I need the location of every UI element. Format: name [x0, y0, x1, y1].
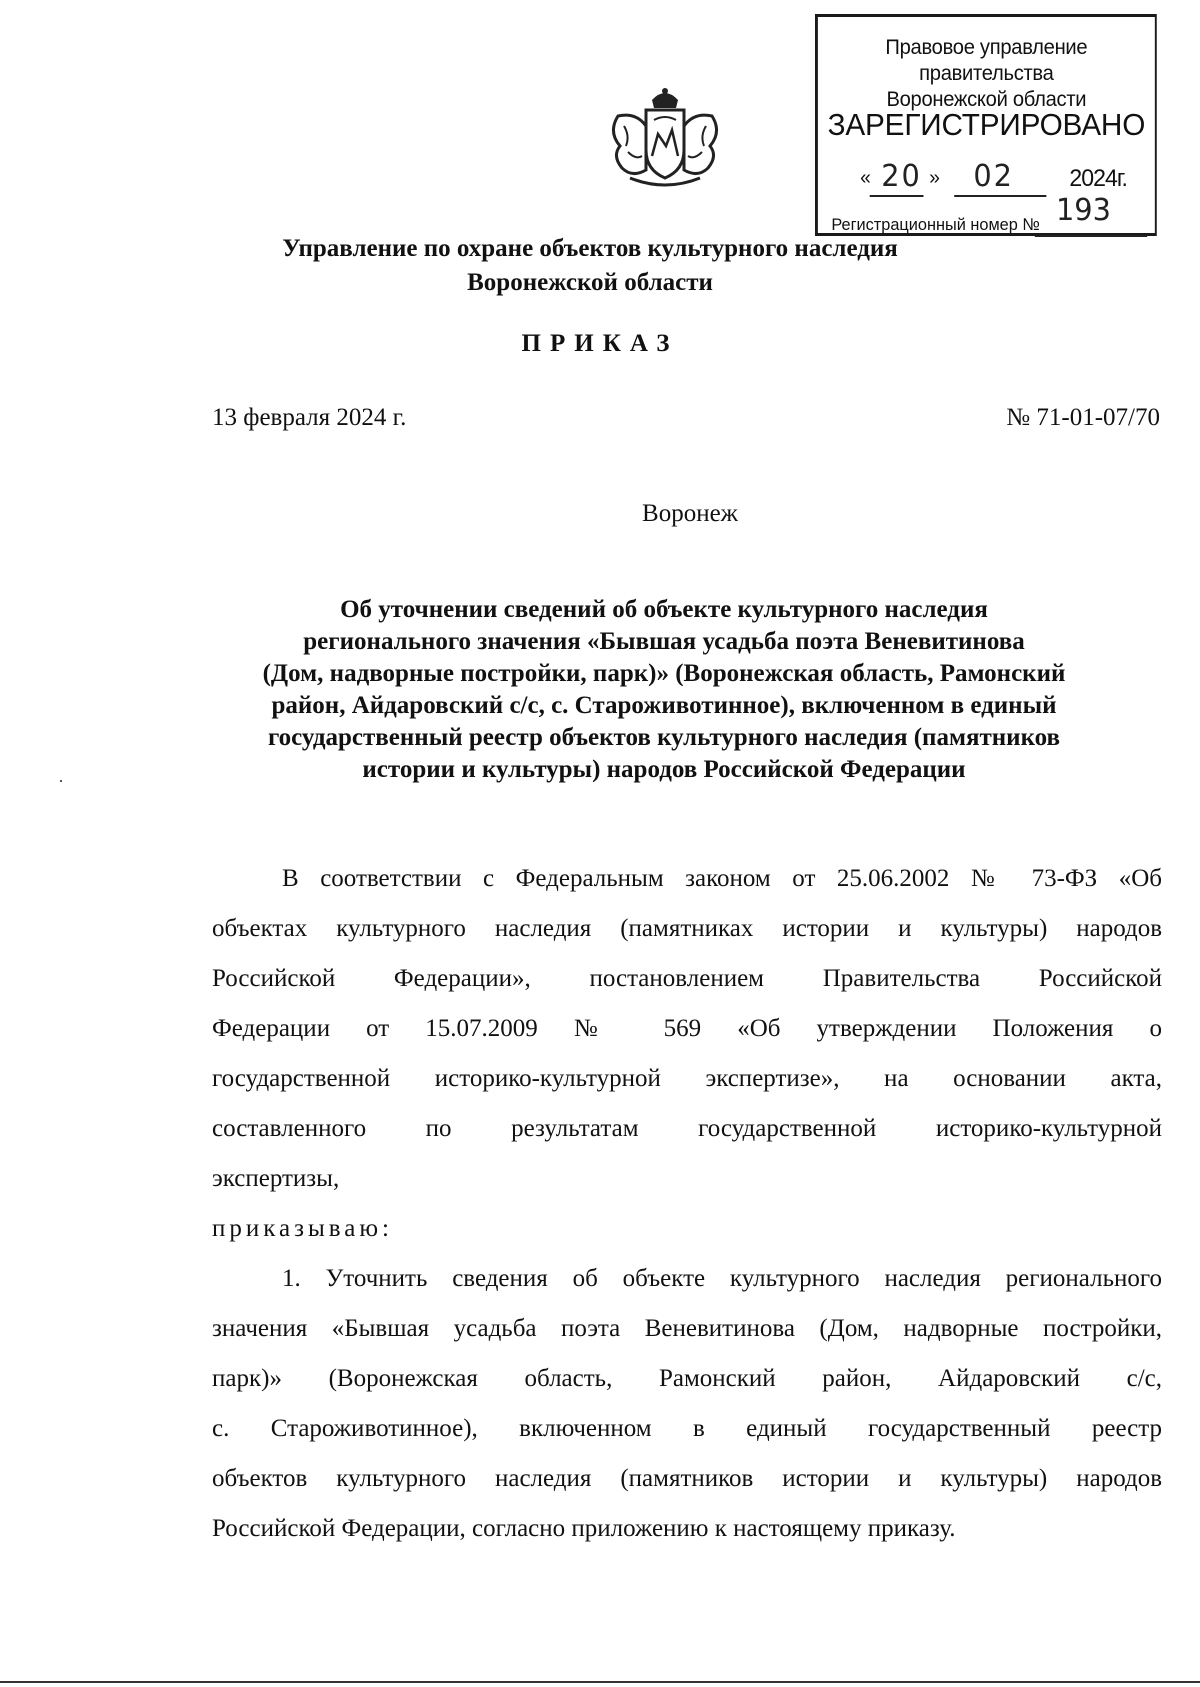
order-number: № 71-01-07/70: [1006, 404, 1160, 431]
item1-line: с. Староживотинное), включенном в единый государственный реестр: [212, 1415, 1162, 1442]
order-body: [212, 854, 1162, 1554]
item1-line: объектов культурного наследия (памятников истории и культуры) народов: [212, 1465, 1162, 1492]
stamp-month-underline: [954, 195, 1046, 197]
preamble-line: составленного по результатам государственной историко-культурной: [212, 1115, 1162, 1142]
order-subject: [214, 594, 1114, 786]
item1-line: Российской Федерации, согласно приложению к настоящему приказу.: [212, 1515, 956, 1542]
order-date: 13 февраля 2024 г.: [212, 404, 407, 431]
subject-line: истории и культуры) народов Российской Федерации: [362, 756, 966, 783]
item1-line: 1. Уточнить сведения об объекте культурного наследия регионального: [282, 1265, 1162, 1292]
scan-speck: [60, 780, 62, 782]
stamp-day-underline: [870, 195, 924, 197]
stamp-regnum-underline: [1035, 235, 1147, 237]
stamp-day: 20: [881, 159, 922, 194]
preamble-line: Федерации от 15.07.2009 № 569 «Об утверждении Положения о: [212, 1015, 1162, 1042]
stamp-org-line1: Правовое управление правительства: [885, 36, 1088, 85]
preamble-line: Российской Федерации», постановлением Правительства Российской: [212, 965, 1162, 992]
subject-line: Об уточнении сведений об объекте культурного наследия: [340, 596, 988, 623]
preamble-line: государственной историко-культурной экспертизе», на основании акта,: [212, 1065, 1162, 1092]
order-word: приказываю:: [212, 1215, 393, 1242]
registration-stamp: [815, 14, 1157, 236]
city: Воронеж: [642, 500, 738, 527]
preamble-line: В соответствии с Федеральным законом от 25.06.2002 № 73-ФЗ «Об: [282, 865, 1162, 892]
subject-line: район, Айдаровский с/с, с. Староживотинное), включенном в единый: [271, 692, 1057, 719]
stamp-registered-label: ЗАРЕГИСТРИРОВАНО: [827, 107, 1146, 142]
stamp-quote-open: «: [860, 167, 871, 189]
stamp-regnum-label: Регистрационный номер №: [831, 215, 1040, 234]
document-type: ПРИКАЗ: [521, 330, 679, 357]
page-bottom-edge: [0, 1681, 1200, 1683]
stamp-org-line2: Воронежской области: [886, 88, 1087, 111]
stamp-regnum-value: 193: [1055, 193, 1111, 228]
stamp-date: [856, 159, 1145, 197]
preamble-line: объектах культурного наследия (памятниках истории и культуры) народов: [212, 915, 1162, 942]
authority-line2: Воронежской области: [467, 269, 713, 296]
stamp-quote-close: »: [929, 167, 940, 189]
subject-line: регионального значения «Бывшая усадьба поэта Веневитинова: [303, 628, 1025, 655]
item1-line: парк)» (Воронежская область, Рамонский район, Айдаровский с/с,: [212, 1365, 1162, 1392]
preamble-line: экспертизы,: [212, 1165, 340, 1192]
voronezh-coat-of-arms-icon: [606, 86, 724, 190]
issuing-authority: [200, 232, 980, 300]
subject-line: (Дом, надворные постройки, парк)» (Воронежская область, Рамонский: [262, 660, 1066, 687]
stamp-year: 2024г.: [1069, 165, 1127, 192]
stamp-organization: [818, 35, 1155, 113]
item1-line: значения «Бывшая усадьба поэта Веневитинова (Дом, надворные постройки,: [212, 1315, 1162, 1342]
authority-line1: Управление по охране объектов культурного наследия: [282, 235, 898, 262]
stamp-month: 02: [973, 159, 1014, 194]
subject-line: государственный реестр объектов культурного наследия (памятников: [267, 724, 1061, 751]
